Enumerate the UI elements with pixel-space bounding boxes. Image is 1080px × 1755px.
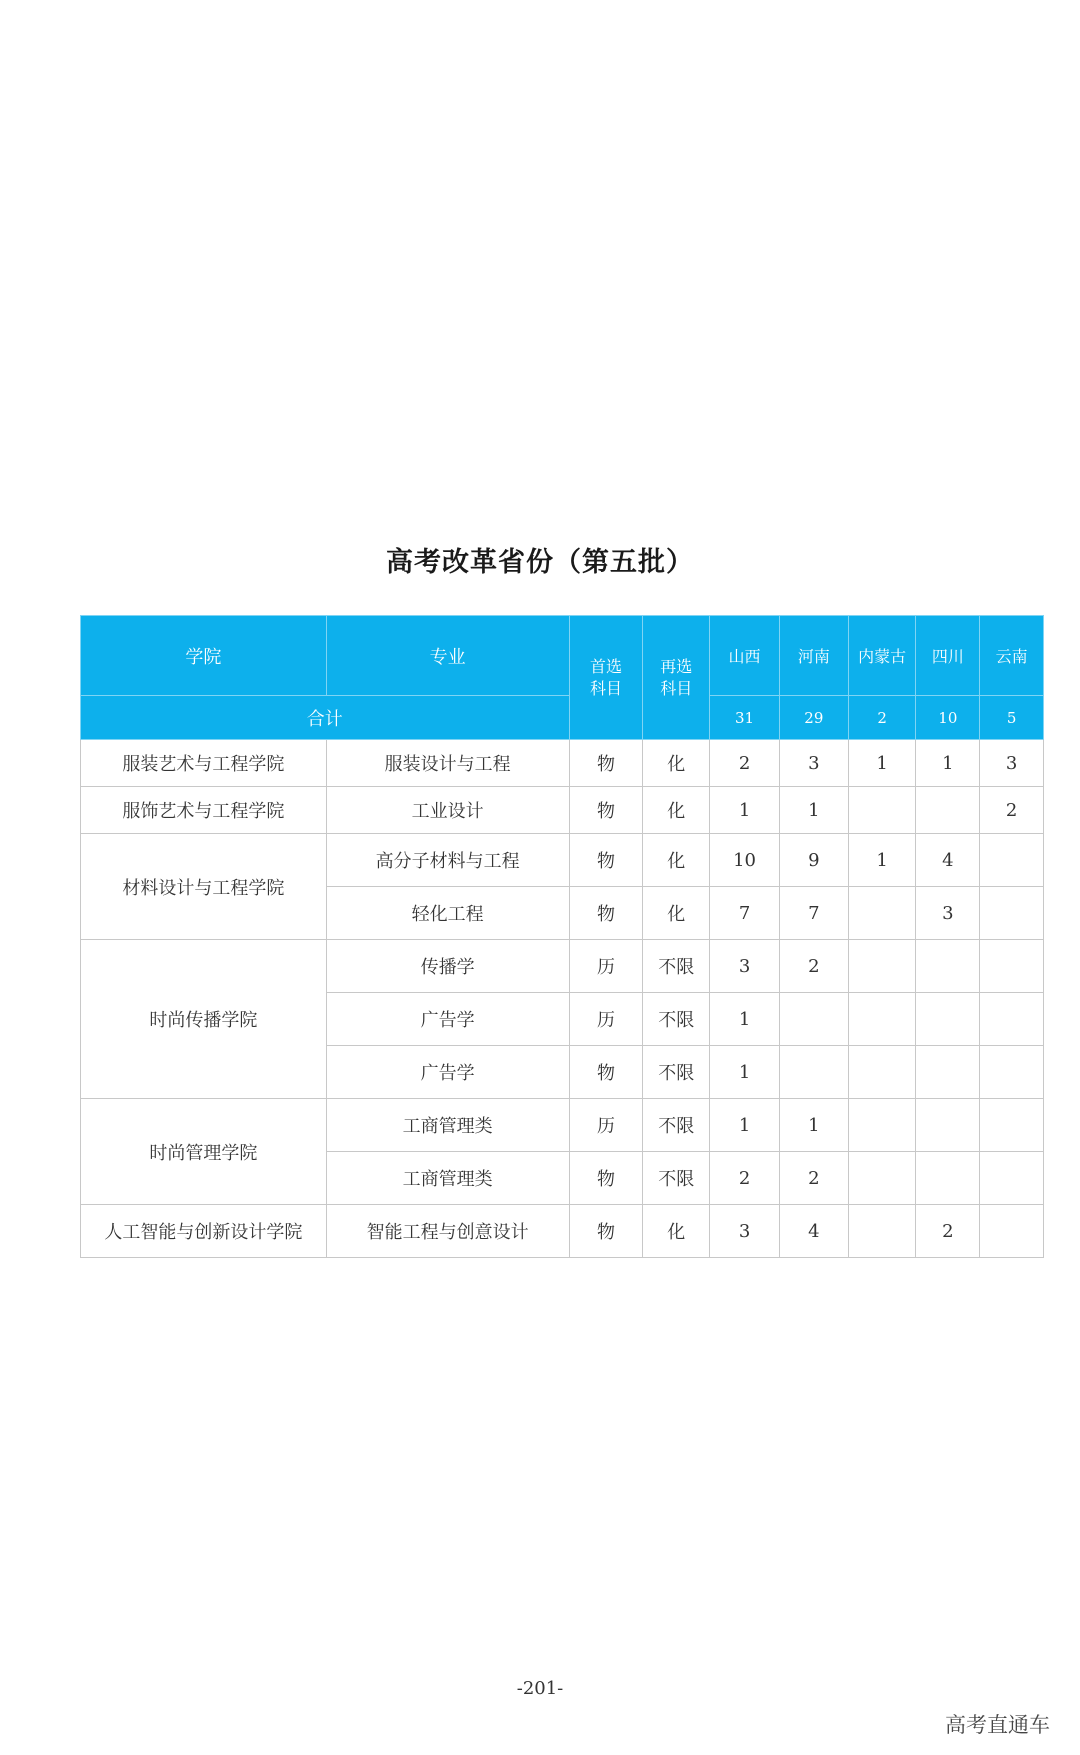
cell-major: 服装设计与工程 (326, 740, 569, 787)
header-total-sichuan: 10 (916, 696, 980, 740)
cell-second-subject: 化 (643, 834, 710, 887)
cell-count (980, 1152, 1044, 1205)
cell-count: 1 (779, 1099, 848, 1152)
table-row (81, 740, 1044, 787)
header-province-shanxi: 山西 (710, 616, 780, 696)
table-row (81, 787, 1044, 834)
table-row (81, 940, 1044, 993)
cell-count (916, 1152, 980, 1205)
cell-count: 1 (710, 1099, 780, 1152)
cell-count (980, 1205, 1044, 1258)
header-first-subject-line2: 科目 (589, 678, 622, 698)
cell-count (980, 834, 1044, 887)
header-second-subject-line1: 再选 (660, 656, 693, 676)
cell-first-subject: 物 (569, 1205, 643, 1258)
cell-count: 3 (916, 887, 980, 940)
cell-major: 智能工程与创意设计 (326, 1205, 569, 1258)
cell-count (848, 887, 916, 940)
cell-second-subject: 化 (643, 740, 710, 787)
header-province-yunnan: 云南 (980, 616, 1044, 696)
header-total-neimenggu: 2 (848, 696, 916, 740)
cell-major: 工商管理类 (326, 1099, 569, 1152)
cell-count: 3 (710, 940, 780, 993)
cell-count (980, 993, 1044, 1046)
cell-first-subject: 物 (569, 1152, 643, 1205)
cell-count: 3 (980, 740, 1044, 787)
cell-count: 2 (916, 1205, 980, 1258)
header-second-subject-line2: 科目 (660, 678, 693, 698)
cell-count (916, 1046, 980, 1099)
cell-count (916, 940, 980, 993)
cell-count: 2 (710, 740, 780, 787)
header-total-shanxi: 31 (710, 696, 780, 740)
cell-second-subject: 不限 (643, 1152, 710, 1205)
cell-college: 时尚管理学院 (81, 1099, 327, 1205)
cell-count (980, 1099, 1044, 1152)
cell-second-subject: 不限 (643, 1099, 710, 1152)
cell-first-subject: 物 (569, 740, 643, 787)
cell-major: 广告学 (326, 1046, 569, 1099)
cell-count: 2 (980, 787, 1044, 834)
table-row (81, 1205, 1044, 1258)
cell-count (916, 787, 980, 834)
cell-count: 10 (710, 834, 780, 887)
cell-count (848, 1205, 916, 1258)
cell-count (779, 993, 848, 1046)
cell-major: 传播学 (326, 940, 569, 993)
cell-count: 1 (916, 740, 980, 787)
cell-count (916, 993, 980, 1046)
cell-count (848, 1099, 916, 1152)
cell-count (848, 787, 916, 834)
cell-count (980, 1046, 1044, 1099)
cell-count: 3 (710, 1205, 780, 1258)
cell-count: 1 (848, 834, 916, 887)
cell-second-subject: 不限 (643, 1046, 710, 1099)
cell-count (779, 1046, 848, 1099)
cell-count: 9 (779, 834, 848, 887)
admission-table (80, 615, 1044, 1258)
cell-major: 轻化工程 (326, 887, 569, 940)
page-title: 高考改革省份（第五批） (386, 547, 694, 578)
cell-college: 材料设计与工程学院 (81, 834, 327, 940)
cell-count (848, 993, 916, 1046)
cell-count (848, 1046, 916, 1099)
cell-first-subject: 历 (569, 1099, 643, 1152)
cell-first-subject: 物 (569, 887, 643, 940)
header-province-neimenggu: 内蒙古 (848, 616, 916, 696)
cell-count: 7 (779, 887, 848, 940)
watermark-label: 高考直通车 (945, 1713, 1050, 1737)
cell-college: 人工智能与创新设计学院 (81, 1205, 327, 1258)
header-total-henan: 29 (779, 696, 848, 740)
cell-major: 工业设计 (326, 787, 569, 834)
cell-first-subject: 物 (569, 787, 643, 834)
table-row (81, 1099, 1044, 1152)
cell-count (980, 887, 1044, 940)
header-second-subject (643, 616, 710, 740)
cell-count: 3 (779, 740, 848, 787)
header-province-henan: 河南 (779, 616, 848, 696)
cell-second-subject: 化 (643, 1205, 710, 1258)
cell-first-subject: 历 (569, 940, 643, 993)
cell-count: 4 (779, 1205, 848, 1258)
cell-second-subject: 化 (643, 787, 710, 834)
header-college: 学院 (81, 616, 327, 696)
header-total-label: 合计 (81, 696, 570, 740)
cell-count: 1 (848, 740, 916, 787)
cell-count: 4 (916, 834, 980, 887)
cell-count: 2 (710, 1152, 780, 1205)
cell-count (916, 1099, 980, 1152)
cell-second-subject: 不限 (643, 940, 710, 993)
cell-college: 服饰艺术与工程学院 (81, 787, 327, 834)
header-major: 专业 (326, 616, 569, 696)
cell-college: 时尚传播学院 (81, 940, 327, 1099)
header-first-subject-line1: 首选 (589, 656, 622, 676)
cell-count: 1 (779, 787, 848, 834)
cell-major: 广告学 (326, 993, 569, 1046)
cell-count: 1 (710, 993, 780, 1046)
cell-first-subject: 历 (569, 993, 643, 1046)
cell-second-subject: 化 (643, 887, 710, 940)
cell-college: 服装艺术与工程学院 (81, 740, 327, 787)
cell-count: 7 (710, 887, 780, 940)
cell-count (848, 940, 916, 993)
cell-major: 高分子材料与工程 (326, 834, 569, 887)
cell-count: 1 (710, 1046, 780, 1099)
page-number: -201- (516, 1678, 564, 1699)
header-total-yunnan: 5 (980, 696, 1044, 740)
cell-first-subject: 物 (569, 834, 643, 887)
cell-count: 2 (779, 1152, 848, 1205)
cell-major: 工商管理类 (326, 1152, 569, 1205)
cell-first-subject: 物 (569, 1046, 643, 1099)
table-row (81, 834, 1044, 887)
cell-count (848, 1152, 916, 1205)
cell-second-subject: 不限 (643, 993, 710, 1046)
header-first-subject (569, 616, 643, 740)
cell-count (980, 940, 1044, 993)
header-province-sichuan: 四川 (916, 616, 980, 696)
cell-count: 1 (710, 787, 780, 834)
cell-count: 2 (779, 940, 848, 993)
